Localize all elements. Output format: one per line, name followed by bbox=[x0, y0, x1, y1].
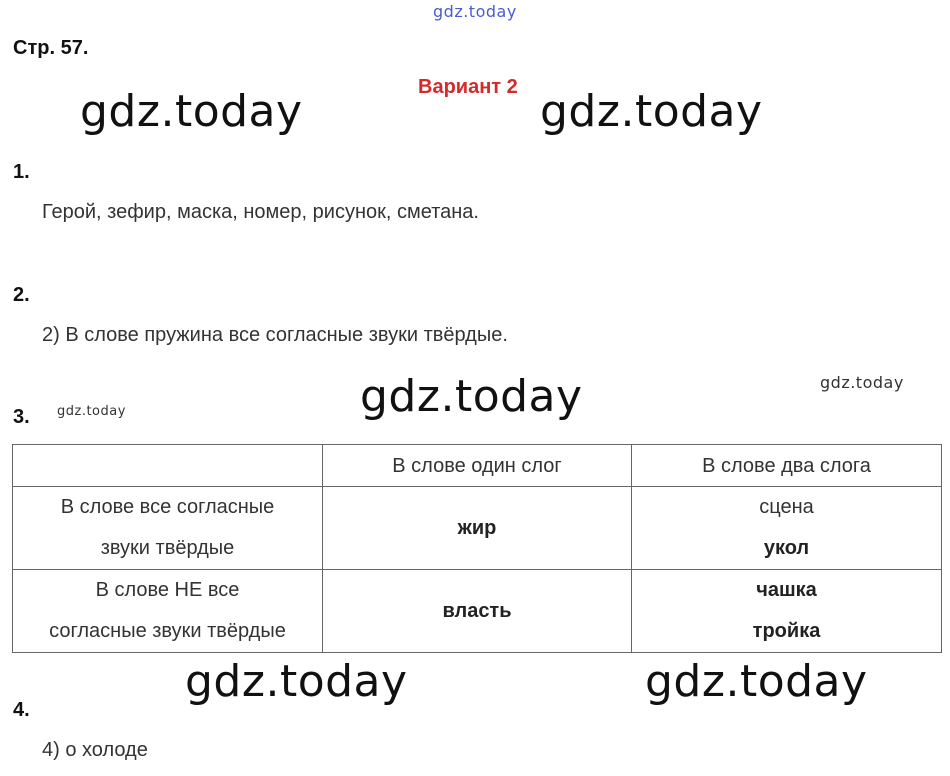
table-header-cell: В слове один слог bbox=[323, 445, 632, 487]
page-label: Стр. 57. bbox=[13, 37, 89, 59]
syllable-table bbox=[12, 444, 942, 653]
variant-title: Вариант 2 bbox=[418, 76, 518, 98]
word: тройка bbox=[752, 620, 821, 642]
task-number: 4. bbox=[13, 699, 30, 721]
watermark-large: gdz.today bbox=[645, 656, 868, 707]
two-syllable-cell bbox=[632, 570, 942, 653]
task-answer: 4) о холоде bbox=[42, 739, 148, 761]
row-label-line: В слове НЕ все bbox=[95, 579, 240, 601]
watermark-large: gdz.today bbox=[360, 371, 583, 422]
table-row bbox=[13, 487, 942, 570]
task-number: 3. bbox=[13, 406, 30, 428]
word: сцена bbox=[759, 496, 814, 518]
two-syllable-cell bbox=[632, 487, 942, 570]
watermark-large: gdz.today bbox=[185, 656, 408, 707]
task-number: 1. bbox=[13, 161, 30, 183]
table-header-row bbox=[13, 445, 942, 487]
task-number: 2. bbox=[13, 284, 30, 306]
row-label-cell bbox=[13, 487, 323, 570]
table-row bbox=[13, 570, 942, 653]
table-header-cell bbox=[13, 445, 323, 487]
watermark-small: gdz.today bbox=[57, 404, 126, 419]
task-answer: 2) В слове пружина все согласные звуки твёрдые. bbox=[42, 324, 508, 346]
row-label-line: В слове все согласные bbox=[60, 496, 275, 518]
watermark-large: gdz.today bbox=[540, 86, 763, 137]
watermark-small: gdz.today bbox=[820, 373, 904, 392]
watermark-large: gdz.today bbox=[80, 86, 303, 137]
watermark-top: gdz.today bbox=[433, 2, 517, 21]
task-answer: Герой, зефир, маска, номер, рисунок, сметана. bbox=[42, 201, 479, 223]
word: чашка bbox=[756, 579, 817, 601]
row-label-line: звуки твёрдые bbox=[100, 537, 235, 559]
word: жир bbox=[457, 516, 497, 539]
table-header-cell: В слове два слога bbox=[632, 445, 942, 487]
one-syllable-cell bbox=[323, 487, 632, 570]
row-label-cell bbox=[13, 570, 323, 653]
word: укол bbox=[763, 537, 810, 559]
one-syllable-cell bbox=[323, 570, 632, 653]
row-label-line: согласные звуки твёрдые bbox=[49, 620, 286, 642]
word: власть bbox=[442, 599, 512, 622]
